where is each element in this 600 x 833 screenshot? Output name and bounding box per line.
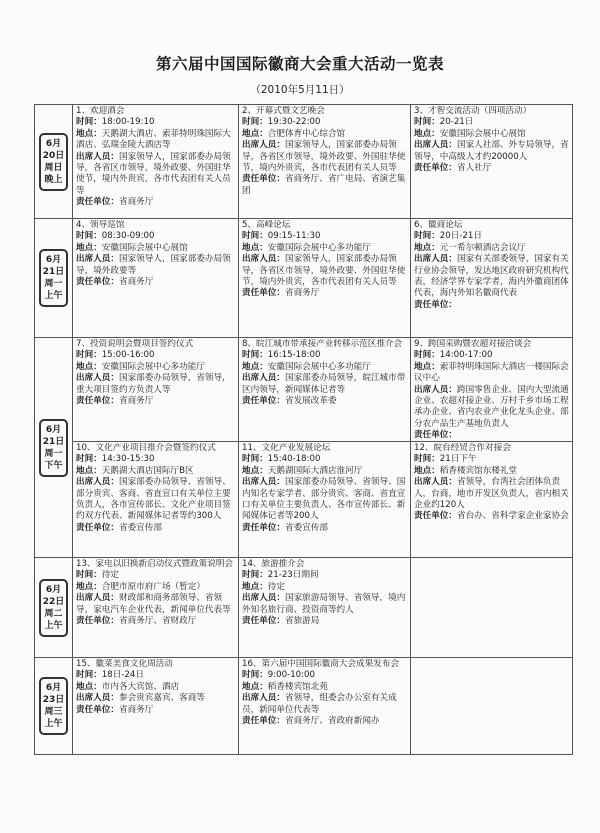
event-content (242, 106, 407, 218)
event-attendees-value: 国家领导人，国家部委办局领导，各省区市领导，境外政要、外国驻华使节，境内外贵宾，各市代表团有关人员等 (242, 254, 406, 288)
event-place-value: 安徽国际会展中心展馆 (101, 242, 188, 253)
event-cell (411, 219, 573, 338)
event-unit-value: 省商务厅 (118, 197, 154, 208)
event-content (242, 220, 407, 337)
event-place-label: 地点： (242, 465, 268, 476)
day-label-line: 下午 (44, 460, 63, 471)
event-title: 11、文化产业发展论坛 (242, 443, 331, 453)
document-title: 第六届中国国际徽商大会重大活动一览表 (155, 55, 444, 73)
event-cell (73, 442, 239, 558)
event-content (242, 443, 407, 557)
event-content (242, 339, 407, 441)
event-time-value: 14:30-15:30 (101, 454, 155, 465)
event-unit (242, 288, 407, 299)
event-place (76, 466, 235, 477)
event-time-value: 18:00-19:10 (101, 117, 155, 128)
day-label-line: 上午 (44, 620, 63, 631)
event-place-label: 地点： (76, 681, 102, 692)
event-time (242, 670, 407, 681)
table-row (35, 219, 573, 338)
day-label-line: 上午 (44, 719, 63, 729)
event-time (242, 117, 407, 128)
event-time (414, 350, 569, 361)
event-attendees-label: 出席人员： (76, 373, 119, 384)
event-unit-value: 省台办、省科学家企业家协会 (456, 511, 569, 522)
event-attendees-label: 出席人员： (76, 254, 119, 265)
event-unit-label: 责任单位： (76, 704, 119, 715)
event-cell (411, 105, 573, 219)
event-attendees (76, 693, 235, 704)
event-time-label: 时间： (242, 231, 268, 242)
event-time-label: 时间： (76, 117, 102, 128)
event-time-label: 时间： (76, 454, 102, 465)
event-time (76, 570, 235, 581)
event-unit-value: 省商务厅、省广电局、省演艺集团 (242, 174, 406, 196)
event-unit-label: 责任单位： (242, 522, 285, 533)
event-attendees-value: 省领导，组委会办公室有关成员，新闻单位代表等 (242, 693, 397, 715)
event-place-value: 天鹅湖国际大酒店淮河厅 (267, 465, 363, 476)
event-time-value: 21-23日期间 (267, 570, 319, 581)
event-place-label: 地点： (242, 242, 268, 253)
event-unit-label: 责任单位： (242, 616, 285, 627)
day-cell (35, 558, 73, 658)
event-title: 13、家电以旧换新启动仪式暨政策说明会 (76, 559, 234, 569)
event-content (76, 559, 235, 657)
event-place (414, 466, 569, 477)
day-label-line: 上午 (44, 291, 63, 301)
event-time-value: 19:30-22:00 (267, 117, 321, 128)
event-attendees (76, 593, 235, 616)
event-title: 8、皖江城市带承接产业转移示范区推介会 (242, 339, 403, 349)
event-attendees-value: 跨国零售企业、国内大型流通企业、农超对接企业、万村千乡市场工程承办企业、省内农业产业化龙头企业、部分农产品生产基地负责人 (414, 384, 569, 429)
event-unit-label: 责任单位： (414, 299, 457, 310)
event-unit-label: 责任单位： (414, 430, 457, 441)
event-attendees (242, 693, 407, 716)
event-attendees (414, 140, 569, 163)
event-attendees-value: 财政部和商务部领导、省领导，家电汽车企业代表，新闻单位代表等 (76, 593, 231, 615)
event-place (242, 362, 407, 373)
event-attendees (76, 152, 235, 198)
event-attendees (242, 140, 407, 174)
event-place-value: 安徽国际会展中心多功能厅 (101, 361, 205, 372)
event-attendees (242, 373, 407, 396)
event-unit (242, 174, 407, 197)
event-place-value: 安徽国际会展中心展馆 (439, 128, 526, 139)
event-unit-value: 省旅游局 (284, 616, 320, 627)
day-label-line: 周二 (44, 608, 63, 619)
event-unit (414, 163, 569, 174)
event-title: 6、徽商论坛 (414, 220, 463, 230)
event-time (76, 231, 235, 242)
event-content (76, 659, 235, 754)
event-title: 12、皖台经贸合作对接会 (414, 443, 511, 453)
event-unit (414, 511, 569, 522)
event-attendees-label: 出席人员： (414, 384, 457, 395)
event-unit-label: 责任单位： (242, 288, 285, 299)
event-place-label: 地点： (414, 128, 440, 139)
event-place (414, 243, 569, 254)
event-unit-value: 省人社厅 (456, 163, 492, 174)
event-time-value: 21日下午 (439, 454, 477, 465)
event-cell (239, 658, 411, 755)
event-place-label: 地点： (242, 128, 268, 139)
event-place-label: 地点： (242, 681, 268, 692)
event-title: 3、才智交流活动（四项活动） (414, 106, 532, 116)
event-time-label: 时间： (242, 670, 268, 681)
table-row (35, 338, 573, 442)
event-time-label: 时间： (242, 454, 268, 465)
event-place (242, 466, 407, 477)
event-time (242, 454, 407, 465)
event-place-label: 地点： (76, 581, 102, 592)
event-place-value: 天鹅湖大酒店、索菲特明珠国际大酒店、弘瑞金陵大酒店等 (76, 128, 231, 151)
event-attendees-value: 国家部委办局领导，皖江城市带区内领导，新闻媒体记者等 (242, 373, 406, 395)
event-unit-label: 责任单位： (242, 396, 285, 407)
event-place-label: 地点： (76, 465, 102, 476)
event-attendees (76, 254, 235, 277)
event-place (242, 682, 407, 693)
event-place-value: 元一希尔顿酒店会议厅 (439, 242, 526, 253)
event-time (76, 350, 235, 361)
event-attendees-value: 国家旅游局领导、省领导，境内外知名旅行商、投资商等约人 (242, 593, 406, 615)
event-cell (73, 658, 239, 755)
event-attendees (414, 477, 569, 511)
event-place (76, 243, 235, 254)
event-content (76, 339, 235, 441)
event-attendees (76, 373, 235, 396)
event-unit-value: 省委宣传部 (284, 522, 328, 533)
event-attendees-value: 国家领导人，国家部委办局领导，各省区市领导，境外政要、外国驻华使节，境内外贵宾，各市代表团有关人员等 (242, 140, 406, 174)
event-unit-label: 责任单位： (76, 396, 119, 407)
event-time (414, 117, 569, 128)
event-attendees-value: 国家部委办局领导，省领导，重大项目签约方负责人等 (76, 373, 231, 395)
event-place-value: 安徽国际会展中心多功能厅 (267, 242, 371, 253)
event-unit-label: 责任单位： (414, 163, 457, 174)
event-unit-label: 责任单位： (76, 197, 119, 208)
table-row (35, 558, 573, 658)
event-attendees-label: 出席人员： (242, 593, 285, 604)
day-label-line: 6月20日 (42, 138, 65, 161)
day-label-line: 6月21日 (42, 424, 65, 447)
event-cell (411, 658, 573, 755)
event-time-label: 时间： (414, 117, 440, 128)
event-place-value: 合肥体育中心综合馆 (267, 128, 346, 139)
event-place-label: 地点： (242, 581, 268, 592)
event-time-label: 时间： (242, 570, 268, 581)
day-label (39, 579, 68, 637)
event-attendees-label: 出席人员： (242, 477, 285, 488)
event-place (76, 362, 235, 373)
event-place (242, 582, 407, 593)
event-unit (242, 396, 407, 407)
event-title: 15、徽菜美食文化周活动 (76, 659, 173, 669)
event-attendees-value: 国家部委办局领导、省领导、国内知名专家学者、部分贵宾、客商、省直宣口有关单位主要负责人、各市宣传部长、新闻媒体记者等200人 (242, 477, 406, 522)
event-place-value: 待定 (267, 581, 285, 592)
event-attendees-label: 出席人员： (76, 693, 119, 704)
event-content (414, 339, 569, 441)
day-cell (35, 219, 73, 338)
day-label (39, 133, 68, 191)
event-place (76, 582, 235, 593)
event-unit (76, 396, 235, 407)
activity-table (34, 104, 573, 755)
event-time-value: 15:00-16:00 (101, 350, 155, 361)
event-time-value: 20日-21日 (439, 231, 482, 242)
event-place (414, 362, 569, 385)
event-time-value: 16:15-18:00 (267, 350, 321, 361)
event-cell (73, 558, 239, 658)
event-attendees-label: 出席人员： (76, 477, 119, 488)
event-cell (73, 338, 239, 442)
day-label-line: 晚上 (44, 174, 63, 185)
event-time-value: 18日-24日 (101, 670, 144, 681)
event-cell (411, 442, 573, 558)
event-time-label: 时间： (414, 350, 440, 361)
day-label-line: 周一 (44, 448, 63, 459)
table-row (35, 442, 573, 558)
event-time-value: 08:30-09:00 (101, 231, 155, 242)
day-label (39, 677, 68, 735)
event-content (242, 659, 407, 754)
event-attendees-label: 出席人员： (414, 254, 457, 265)
event-attendees-value: 国家领导人，国家部委办局领导，各省区市领导，境外政要、外国驻华使节，境内外贵宾，各市代表团有关人员等 (76, 151, 231, 196)
event-place-value: 市内各大宾馆、酒店 (101, 681, 180, 692)
event-unit-label: 责任单位： (242, 174, 285, 185)
event-unit-value: 省委宣传部 (118, 522, 162, 533)
event-unit (76, 616, 235, 627)
event-attendees-label: 出席人员： (242, 140, 285, 151)
event-place-label: 地点： (76, 128, 102, 139)
day-label (39, 249, 68, 307)
event-cell (239, 558, 411, 658)
event-unit (414, 300, 569, 311)
event-content (414, 220, 569, 337)
event-time (76, 117, 235, 128)
event-place-value: 稻香楼宾馆东楼礼堂 (439, 465, 518, 476)
event-title: 7、投资说明会暨项目签约仪式 (76, 339, 194, 349)
event-attendees-label: 出席人员： (242, 373, 285, 384)
event-title: 5、高峰论坛 (242, 220, 291, 230)
event-title: 10、文化产业项目推介会暨签约仪式 (76, 443, 216, 453)
event-content (414, 106, 569, 218)
day-cell (35, 338, 73, 558)
event-place-label: 地点： (414, 242, 440, 253)
event-unit-value: 省商务厅、省政府新闻办 (284, 716, 380, 727)
event-time-label: 时间： (76, 231, 102, 242)
event-title: 4、领导巡馆 (76, 220, 125, 230)
day-cell (35, 105, 73, 219)
event-attendees-value: 国家领导人，国家部委办局领导，境外政要等 (76, 254, 231, 276)
event-attendees (414, 254, 569, 300)
day-label-line: 6月23日 (42, 683, 65, 705)
event-unit-value: 省商务厅、省财政厅 (118, 616, 197, 627)
event-time-label: 时间： (76, 570, 102, 581)
event-unit-value: 省商务厅 (118, 396, 154, 407)
table-row (35, 658, 573, 755)
event-attendees (76, 477, 235, 523)
event-attendees-value: 国家人社部、外专局领导，省领导，中高级人才约20000人 (414, 140, 569, 162)
day-label-line: 周日 (44, 162, 63, 173)
event-place (76, 129, 235, 152)
event-unit (76, 705, 235, 716)
day-label-line: 6月21日 (42, 255, 65, 277)
event-place-value: 索菲特明珠国际大酒店一楼国际会议中心 (414, 361, 569, 384)
event-content (414, 443, 569, 557)
event-place-label: 地点： (414, 361, 440, 372)
event-attendees-value: 省领导，台湾社会团体负责人，台商，地市开发区负责人，省内相关企业约120人 (414, 477, 569, 511)
day-label (39, 419, 68, 477)
event-place-label: 地点： (76, 242, 102, 253)
event-unit (414, 430, 569, 441)
event-attendees (242, 477, 407, 523)
event-time (76, 454, 235, 465)
event-unit (76, 277, 235, 288)
event-title: 1、欢迎酒会 (76, 106, 125, 116)
event-content (76, 220, 235, 337)
event-time-value: 14:00-17:00 (439, 350, 493, 361)
event-time (76, 670, 235, 681)
event-place (242, 243, 407, 254)
event-attendees-label: 出席人员： (76, 151, 119, 162)
event-title: 14、旅游推介会 (242, 559, 305, 569)
event-unit (242, 523, 407, 534)
event-time-label: 时间： (242, 117, 268, 128)
event-title: 2、开幕式暨文艺晚会 (242, 106, 325, 116)
event-place-label: 地点： (76, 361, 102, 372)
event-time-value: 9:00-10:00 (267, 670, 315, 681)
event-place-label: 地点： (242, 361, 268, 372)
event-unit-label: 责任单位： (76, 616, 119, 627)
event-place-value: 安徽国际会展中心多功能厅 (267, 361, 371, 372)
event-attendees-label: 出席人员： (76, 593, 119, 604)
table-row (35, 105, 573, 219)
event-time-value: 09:15-11:30 (267, 231, 321, 242)
event-cell (239, 105, 411, 219)
event-cell (73, 219, 239, 338)
event-cell (239, 219, 411, 338)
event-time (414, 231, 569, 242)
event-attendees (242, 254, 407, 288)
event-time-value: 15:40-18:00 (267, 454, 321, 465)
event-content (76, 106, 235, 218)
event-attendees-label: 出席人员： (414, 477, 457, 488)
event-unit-value: 省发展改革委 (284, 396, 337, 407)
event-time (414, 454, 569, 465)
day-label-line: 周一 (44, 279, 63, 289)
event-attendees (414, 385, 569, 431)
event-place (414, 129, 569, 140)
event-time (242, 570, 407, 581)
event-title: 9、跨国采购暨农超对接洽谈会 (414, 339, 532, 349)
event-unit-label: 责任单位： (76, 522, 119, 533)
event-time (242, 231, 407, 242)
event-place-value: 合肥市原市府广场（暂定） (101, 581, 205, 592)
event-time-value: 待定 (101, 570, 119, 581)
event-place-label: 地点： (414, 465, 440, 476)
event-attendees-value: 国家有关部委领导，国家有关行业协会领导，发达地区政府研究机构代表，经济学界专家学者，海内外徽商团体代表，海内外知名徽商代表 (414, 254, 569, 299)
event-time-label: 时间： (76, 670, 102, 681)
event-unit (76, 523, 235, 534)
event-content (414, 659, 569, 754)
event-cell (239, 442, 411, 558)
event-time-label: 时间： (76, 350, 102, 361)
event-unit-value: 省商务厅 (118, 704, 154, 715)
event-place-value: 稻香楼宾馆北苑 (267, 681, 328, 692)
event-time (242, 350, 407, 361)
day-label-line: 6月22日 (42, 584, 65, 607)
event-place (242, 129, 407, 140)
event-time-label: 时间： (414, 231, 440, 242)
event-attendees-value: 国家部委办局领导、省领导、部分贵宾、客商、省直宣口有关单位主要负责人，各市宣传部长、文化产业项目签约双方代表、新闻媒体记者等约300人 (76, 477, 231, 522)
event-attendees-label: 出席人员： (242, 693, 285, 704)
event-attendees-value: 参会贵宾嘉宾、客商等 (118, 693, 205, 704)
event-unit-label: 责任单位： (242, 716, 285, 727)
event-place-value: 天鹅湖大酒店国际厅B区 (101, 465, 194, 476)
event-content (414, 559, 569, 657)
event-attendees-label: 出席人员： (242, 254, 285, 265)
event-cell (73, 105, 239, 219)
event-unit (242, 616, 407, 627)
event-unit-label: 责任单位： (76, 277, 119, 288)
event-unit-value: 省商务厅 (118, 277, 154, 288)
event-cell (239, 338, 411, 442)
event-cell (411, 338, 573, 442)
event-content (76, 443, 235, 557)
event-unit (242, 716, 407, 727)
event-time-label: 时间： (414, 454, 440, 465)
event-time-label: 时间： (242, 350, 268, 361)
event-time-value: 20-21日 (439, 117, 474, 128)
event-unit-value: 省商务厅 (284, 288, 320, 299)
event-content (242, 559, 407, 657)
event-place (76, 682, 235, 693)
event-attendees-label: 出席人员： (414, 140, 457, 151)
day-label-line: 周三 (44, 707, 63, 717)
document-date: （2010年5月11日） (250, 84, 350, 96)
event-unit-label: 责任单位： (414, 511, 457, 522)
event-title: 16、第六届中国国际徽商大会成果发布会 (242, 659, 400, 669)
day-cell (35, 658, 73, 755)
event-attendees (242, 593, 407, 616)
event-unit (76, 197, 235, 208)
event-cell (411, 558, 573, 658)
